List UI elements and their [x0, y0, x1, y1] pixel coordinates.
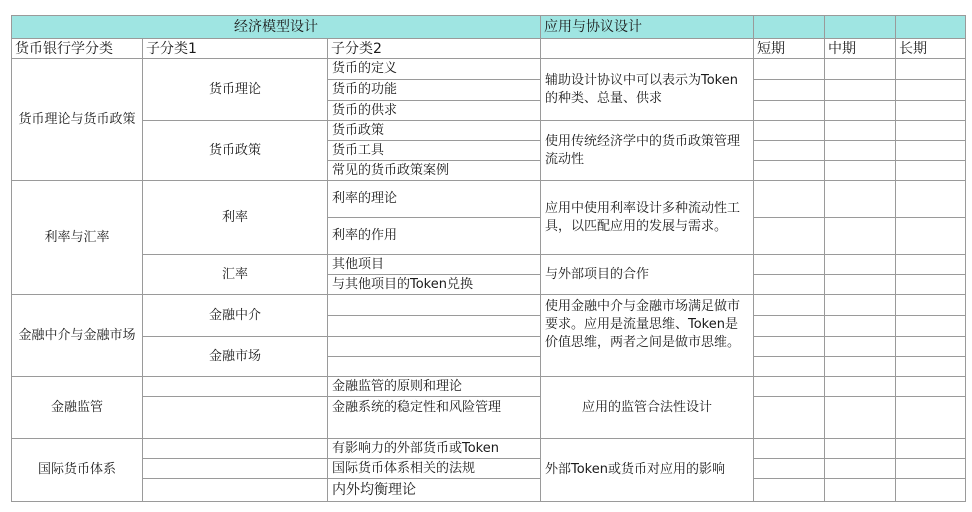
short-term-cell[interactable] — [754, 439, 825, 459]
mid-term-cell[interactable] — [825, 479, 896, 502]
long-term-cell[interactable] — [896, 80, 966, 101]
sub1-monetary-theory[interactable]: 货币理论 — [143, 59, 328, 121]
sub2-empty-cell[interactable] — [328, 295, 541, 316]
category-international[interactable]: 国际货币体系 — [11, 439, 143, 502]
long-term-cell[interactable] — [896, 121, 966, 141]
sub1-empty-cell[interactable] — [143, 459, 328, 479]
short-term-cell[interactable] — [754, 101, 825, 121]
short-term-cell[interactable] — [754, 357, 825, 377]
short-term-cell[interactable] — [754, 121, 825, 141]
sub2-external-token[interactable]: 有影响力的外部货币或Token — [328, 439, 541, 459]
mid-term-cell[interactable] — [825, 80, 896, 101]
short-term-cell[interactable] — [754, 141, 825, 161]
mid-term-cell[interactable] — [825, 275, 896, 295]
long-term-cell[interactable] — [896, 295, 966, 316]
app-liquidity[interactable]: 使用传统经济学中的货币政策管理流动性 — [541, 121, 754, 181]
column-header-mid-term[interactable]: 中期 — [825, 39, 896, 59]
mid-term-cell[interactable] — [825, 59, 896, 80]
sub1-empty-cell[interactable] — [143, 377, 328, 397]
mid-term-cell[interactable] — [825, 255, 896, 275]
sub2-stability-risk[interactable]: 金融系统的稳定性和风险管理 — [328, 397, 541, 439]
long-term-cell[interactable] — [896, 275, 966, 295]
long-term-cell[interactable] — [896, 479, 966, 502]
long-term-cell[interactable] — [896, 459, 966, 479]
column-header-sub2[interactable]: 子分类2 — [328, 39, 541, 59]
short-term-cell[interactable] — [754, 337, 825, 357]
sub1-empty-cell[interactable] — [143, 479, 328, 502]
short-term-cell[interactable] — [754, 275, 825, 295]
short-term-cell[interactable] — [754, 397, 825, 439]
long-term-cell[interactable] — [896, 141, 966, 161]
category-regulation[interactable]: 金融监管 — [11, 377, 143, 439]
sub1-market[interactable]: 金融市场 — [143, 337, 328, 377]
sub2-intl-laws[interactable]: 国际货币体系相关的法规 — [328, 459, 541, 479]
mid-term-cell[interactable] — [825, 316, 896, 337]
app-external-impact[interactable]: 外部Token或货币对应用的影响 — [541, 439, 754, 502]
sub2-token-exchange[interactable]: 与其他项目的Token兑换 — [328, 275, 541, 295]
sub2-money-supply-demand[interactable]: 货币的供求 — [328, 101, 541, 121]
long-term-cell[interactable] — [896, 397, 966, 439]
short-term-cell[interactable] — [754, 161, 825, 181]
long-term-cell[interactable] — [896, 101, 966, 121]
sub1-intermediary[interactable]: 金融中介 — [143, 295, 328, 337]
app-market-making[interactable]: 使用金融中介与金融市场满足做市要求。应用是流量思维、Token是价值思维，两者之间是做市思维。 — [541, 295, 754, 377]
sub1-empty-cell[interactable] — [143, 439, 328, 459]
category-monetary-theory-policy[interactable]: 货币理论与货币政策 — [11, 59, 143, 181]
mid-term-cell[interactable] — [825, 397, 896, 439]
column-header-long-term[interactable]: 长期 — [896, 39, 966, 59]
short-term-cell[interactable] — [754, 181, 825, 218]
long-term-cell[interactable] — [896, 218, 966, 255]
header-app-protocol-design[interactable]: 应用与协议设计 — [541, 15, 754, 39]
short-term-cell[interactable] — [754, 255, 825, 275]
mid-term-cell[interactable] — [825, 337, 896, 357]
long-term-cell[interactable] — [896, 377, 966, 397]
short-term-cell[interactable] — [754, 459, 825, 479]
sub2-empty-cell[interactable] — [328, 316, 541, 337]
column-header-sub1[interactable]: 子分类1 — [143, 39, 328, 59]
header-empty-cell[interactable] — [825, 15, 896, 39]
sub2-money-definition[interactable]: 货币的定义 — [328, 59, 541, 80]
category-interest-exchange[interactable]: 利率与汇率 — [11, 181, 143, 295]
sub1-empty-cell[interactable] — [143, 397, 328, 439]
app-compliance[interactable]: 应用的监管合法性设计 — [541, 377, 754, 439]
mid-term-cell[interactable] — [825, 218, 896, 255]
mid-term-cell[interactable] — [825, 357, 896, 377]
mid-term-cell[interactable] — [825, 141, 896, 161]
sub2-rate-role[interactable]: 利率的作用 — [328, 218, 541, 255]
mid-term-cell[interactable] — [825, 295, 896, 316]
sub2-empty-cell[interactable] — [328, 357, 541, 377]
column-header-application[interactable] — [541, 39, 754, 59]
long-term-cell[interactable] — [896, 316, 966, 337]
mid-term-cell[interactable] — [825, 181, 896, 218]
long-term-cell[interactable] — [896, 161, 966, 181]
app-cooperation[interactable]: 与外部项目的合作 — [541, 255, 754, 295]
mid-term-cell[interactable] — [825, 121, 896, 141]
long-term-cell[interactable] — [896, 337, 966, 357]
app-token-types[interactable]: 辅助设计协议中可以表示为Token的种类、总量、供求 — [541, 59, 754, 121]
sub2-rate-theory[interactable]: 利率的理论 — [328, 181, 541, 218]
mid-term-cell[interactable] — [825, 459, 896, 479]
short-term-cell[interactable] — [754, 218, 825, 255]
sub1-monetary-policy[interactable]: 货币政策 — [143, 121, 328, 181]
short-term-cell[interactable] — [754, 59, 825, 80]
sub2-money-function[interactable]: 货币的功能 — [328, 80, 541, 101]
sub2-empty-cell[interactable] — [328, 337, 541, 357]
header-empty-cell[interactable] — [754, 15, 825, 39]
header-empty-cell[interactable] — [896, 15, 966, 39]
sub2-other-projects[interactable]: 其他项目 — [328, 255, 541, 275]
mid-term-cell[interactable] — [825, 439, 896, 459]
mid-term-cell[interactable] — [825, 377, 896, 397]
short-term-cell[interactable] — [754, 316, 825, 337]
short-term-cell[interactable] — [754, 377, 825, 397]
sub1-interest-rate[interactable]: 利率 — [143, 181, 328, 255]
mid-term-cell[interactable] — [825, 161, 896, 181]
long-term-cell[interactable] — [896, 357, 966, 377]
column-header-category[interactable]: 货币银行学分类 — [11, 39, 143, 59]
long-term-cell[interactable] — [896, 255, 966, 275]
column-header-short-term[interactable]: 短期 — [754, 39, 825, 59]
header-economic-model-design[interactable]: 经济模型设计 — [11, 15, 541, 39]
long-term-cell[interactable] — [896, 439, 966, 459]
short-term-cell[interactable] — [754, 295, 825, 316]
long-term-cell[interactable] — [896, 181, 966, 218]
app-rate-tools[interactable]: 应用中使用利率设计多种流动性工具，以匹配应用的发展与需求。 — [541, 181, 754, 255]
long-term-cell[interactable] — [896, 59, 966, 80]
sub1-exchange-rate[interactable]: 汇率 — [143, 255, 328, 295]
sub2-policy-cases[interactable]: 常见的货币政策案例 — [328, 161, 541, 181]
mid-term-cell[interactable] — [825, 101, 896, 121]
sub2-balance-theory[interactable]: 内外均衡理论 — [328, 479, 541, 502]
short-term-cell[interactable] — [754, 479, 825, 502]
category-intermediaries-markets[interactable]: 金融中介与金融市场 — [11, 295, 143, 377]
sub2-monetary-policy[interactable]: 货币政策 — [328, 121, 541, 141]
spreadsheet-table — [11, 15, 966, 502]
sub2-monetary-tools[interactable]: 货币工具 — [328, 141, 541, 161]
sub2-regulation-principles[interactable]: 金融监管的原则和理论 — [328, 377, 541, 397]
short-term-cell[interactable] — [754, 80, 825, 101]
